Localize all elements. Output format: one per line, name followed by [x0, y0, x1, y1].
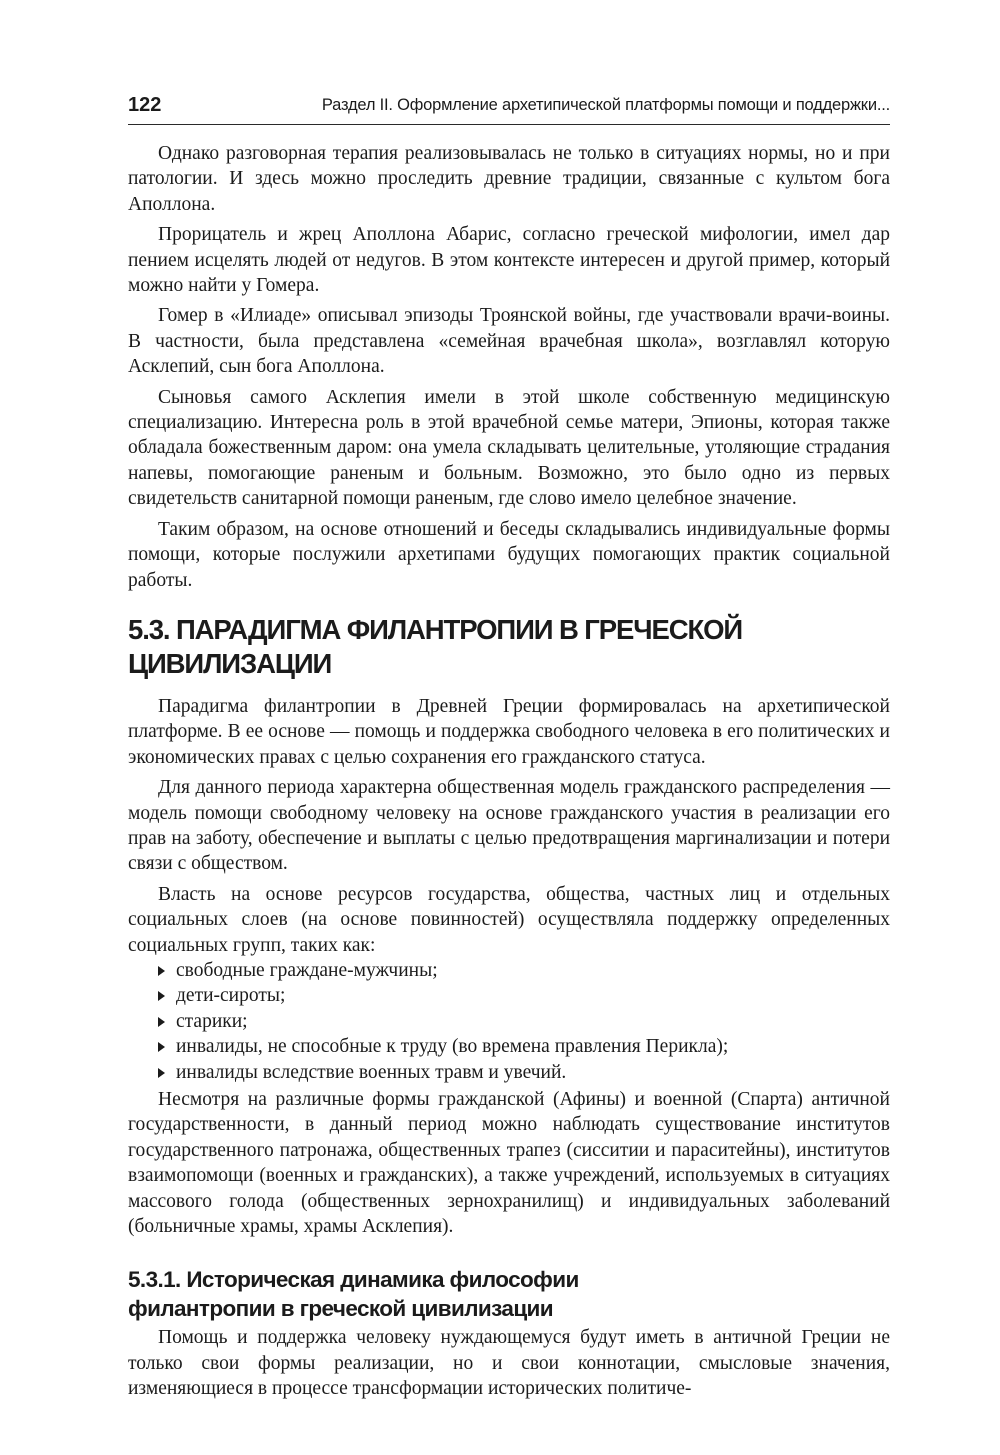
list-item: инвалиды вследствие военных травм и увечий.	[128, 1060, 890, 1085]
triangle-bullet-icon	[158, 991, 165, 1001]
final-paragraph: Помощь и поддержка человеку нуждающемуся будут иметь в античной Греции не только свои формы реализации, но и свои коннотации, смысловые значения, изменяющиеся в процессе трансформации исторических политиче-	[128, 1327, 890, 1400]
after-list-paragraph: Несмотря на различные формы гражданской (Афины) и военной (Спарта) античной государственности, в данный период можно наблюдать существование институтов государственного патронажа, общественных трапез (сисситии и параситейны), институтов взаимопомощи (военных и гражданских), а также учреждений, используемых в ситуациях массового голода (общественных зернохранилищ) и индивидуальных заболеваний (больничные храмы, храмы Асклепия).	[128, 1089, 890, 1238]
section-heading: 5.3. ПАРАДИГМА ФИЛАНТРОПИИ В ГРЕЧЕСКОЙ ЦИВИЛИЗАЦИИ	[128, 613, 743, 679]
triangle-bullet-icon	[158, 966, 165, 976]
list-item: инвалиды, не способные к труду (во времена правления Перикла);	[128, 1034, 890, 1059]
intro-paragraph-4: Сыновья самого Асклепия имели в этой школе собственную медицинскую специализацию. Интересна роль в этой врачебной семье матери, Эпионы, которая также обладала божественным даром: она умела складывать целительные, утоляющие страдания напевы, помогающие раненым и больным. Возможно, это было одно из первых свидетельств санитарной помощи раненым, где слово имело целебное значение.	[128, 386, 890, 510]
social-groups-list	[128, 958, 890, 1085]
triangle-bullet-icon	[158, 1017, 165, 1027]
page-body	[128, 141, 890, 1407]
section-paragraph-3: Власть на основе ресурсов государства, общества, частных лиц и отдельных социальных слоев (на основе повинностей) осуществляла поддержку определенных социальных групп, таких как:	[128, 883, 890, 956]
intro-paragraph-5: Таким образом, на основе отношений и беседы складывались индивидуальные формы помощи, которые послужили архетипами будущих помогающих практик социальной работы.	[128, 518, 890, 591]
triangle-bullet-icon	[158, 1042, 165, 1052]
list-item: свободные граждане-мужчины;	[128, 958, 890, 983]
running-title: Раздел II. Оформление архетипической платформы помощи и поддержки...	[321, 96, 890, 114]
section-paragraph-1: Парадигма филантропии в Древней Греции формировалась на архетипической платформе. В ее основе — помощь и поддержка свободного человека в его политических и экономических правах с целью сохранения его гражданского статуса.	[128, 695, 890, 768]
intro-paragraph-1: Однако разговорная терапия реализовывалась не только в ситуациях нормы, но и при патологии. И здесь можно проследить древние традиции, связанные с культом бога Аполлона.	[128, 143, 890, 215]
subsection-heading-line-2: филантропии в греческой цивилизации	[128, 1296, 554, 1322]
subsection-heading	[128, 1265, 890, 1323]
page-number: 122	[128, 94, 162, 116]
triangle-bullet-icon	[158, 1068, 165, 1078]
subsection-heading-line-1: 5.3.1. Историческая динамика философии	[128, 1267, 579, 1293]
page-header	[128, 88, 890, 125]
list-item: старики;	[128, 1009, 890, 1034]
list-item: дети-сироты;	[128, 983, 890, 1008]
intro-paragraph-3: Гомер в «Илиаде» описывал эпизоды Троянской войны, где участвовали врачи-воины. В частности, была представлена «семейная врачебная школа», возглавлял которую Асклепий, сын бога Аполлона.	[128, 305, 890, 378]
section-paragraph-2: Для данного периода характерна общественная модель гражданского распределения — модель помощи свободному человеку на основе гражданского участия в реализации его прав на заботу, обеспечение и выплаты с целью предотвращения маргинализации и потери связи с обществом.	[128, 777, 890, 875]
intro-paragraph-2: Прорицатель и жрец Аполлона Абарис, согласно греческой мифологии, имел дар пением исцелять людей от недугов. В этом контексте интересен и другой пример, который можно найти у Гомера.	[128, 224, 890, 297]
